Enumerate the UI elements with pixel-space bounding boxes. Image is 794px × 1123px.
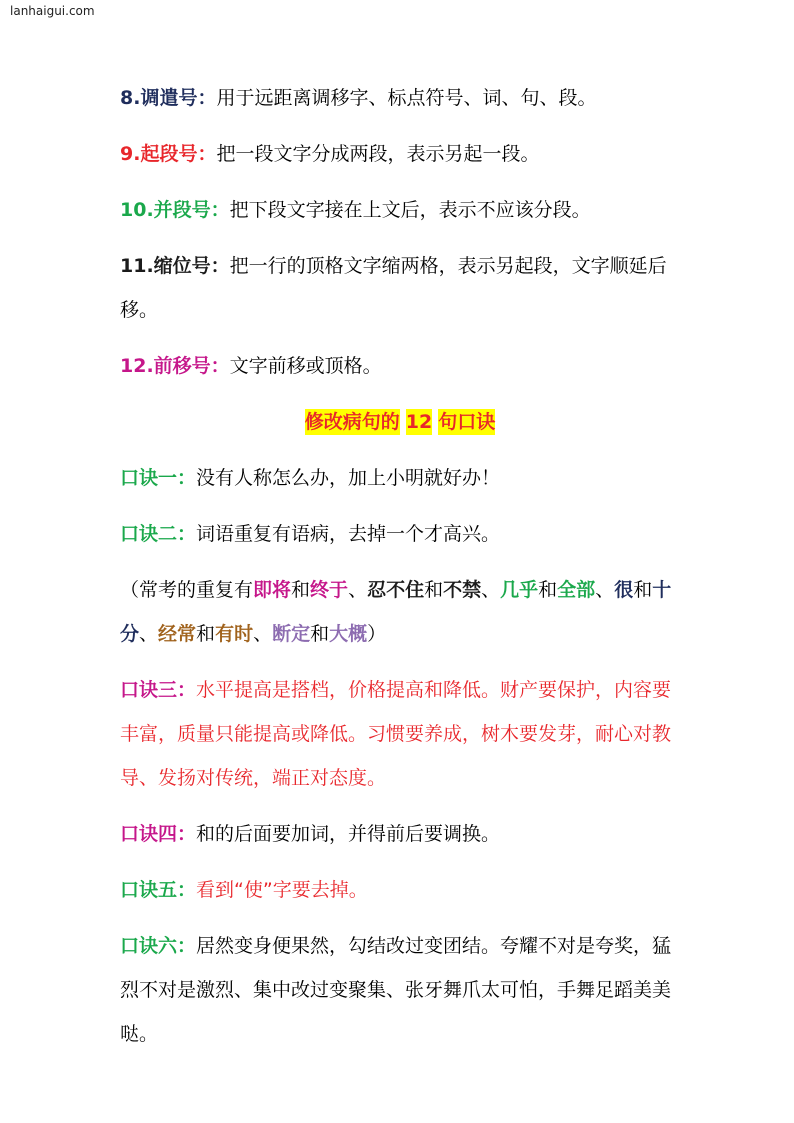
rhyme-label: 口诀四：: [120, 823, 197, 845]
rhyme-text: 看到“使”字要去掉。: [196, 879, 368, 901]
note-word: 十分: [120, 579, 672, 645]
note-and: 和: [291, 579, 311, 601]
note-word: 很: [614, 579, 634, 601]
rhyme-label: 口诀五：: [120, 879, 197, 901]
note-sep: 、: [253, 623, 273, 645]
rhyme-text: 词语重复有语病，去掉一个才高兴。: [196, 523, 501, 545]
title-number: 12: [405, 411, 433, 433]
rhyme-note: [120, 568, 680, 656]
note-and: 和: [538, 579, 558, 601]
site-watermark: lanhaigui.com: [10, 4, 95, 18]
note-word: 全部: [557, 579, 596, 601]
note-and: 和: [196, 623, 216, 645]
rhyme-text: 没有人称怎么办，加上小明就好办！: [196, 467, 501, 489]
item-9: [120, 132, 680, 176]
rhyme-text: 水平提高是搭档，价格提高和降低。财产要保护，内容要丰富，质量只能提高或降低。习惯要养成，树木要发芽，耐心对教导、发扬对传统，端正对态度。: [120, 679, 672, 789]
note-word: 即将: [253, 579, 292, 601]
rhyme-4: [120, 812, 680, 856]
item-12: [120, 344, 680, 388]
note-word: 断定: [272, 623, 311, 645]
rhyme-label: 口诀三：: [120, 679, 197, 701]
item-text: 把一段文字分成两段，表示另起一段。: [216, 143, 540, 165]
note-sep: 、: [139, 623, 159, 645]
item-text: 把一行的顶格文字缩两格，表示另起段，文字顺延后移。: [120, 255, 667, 321]
note-word: 经常: [158, 623, 197, 645]
note-open: （常考的重复有: [120, 579, 254, 601]
rhyme-1: [120, 456, 680, 500]
title-part2: 句口诀: [438, 411, 496, 433]
note-and: 和: [424, 579, 444, 601]
rhyme-text: 居然变身便果然，勾结改过变团结。夸耀不对是夸奖，猛烈不对是激烈、集中改过变聚集、张牙舞爪太可怕，手舞足蹈美美哒。: [120, 935, 672, 1045]
rhyme-text: 和的后面要加词，并得前后要调换。: [196, 823, 501, 845]
item-text: 把下段文字接在上文后，表示不应该分段。: [229, 199, 591, 221]
rhyme-5: [120, 868, 680, 912]
note-word: 几乎: [500, 579, 539, 601]
note-word: 忍不住: [367, 579, 425, 601]
rhyme-2: [120, 512, 680, 556]
rhyme-label: 口诀一：: [120, 467, 197, 489]
rhyme-label: 口诀六：: [120, 935, 197, 957]
note-word: 大概: [329, 623, 368, 645]
document-body: [120, 76, 680, 1068]
note-word: 不禁: [443, 579, 482, 601]
note-word: 有时: [215, 623, 254, 645]
item-label: 11.缩位号：: [120, 255, 230, 277]
item-label: 10.并段号：: [120, 199, 230, 221]
item-11: [120, 244, 680, 332]
rhyme-label: 口诀二：: [120, 523, 197, 545]
note-sep: 、: [348, 579, 368, 601]
item-10: [120, 188, 680, 232]
rhyme-6: [120, 924, 680, 1056]
item-text: 文字前移或顶格。: [229, 355, 382, 377]
note-and: 和: [633, 579, 653, 601]
item-label: 12.前移号：: [120, 355, 230, 377]
rhyme-3: [120, 668, 680, 800]
item-8: [120, 76, 680, 120]
note-sep: 、: [595, 579, 615, 601]
note-word: 终于: [310, 579, 349, 601]
note-sep: 、: [481, 579, 501, 601]
note-and: 和: [310, 623, 330, 645]
item-label: 8.调遣号：: [120, 87, 217, 109]
section-title: [120, 400, 680, 444]
item-label: 9.起段号：: [120, 143, 217, 165]
item-text: 用于远距离调移字、标点符号、词、句、段。: [216, 87, 597, 109]
note-close: ）: [367, 623, 387, 645]
title-part1: 修改病句的: [304, 411, 400, 433]
